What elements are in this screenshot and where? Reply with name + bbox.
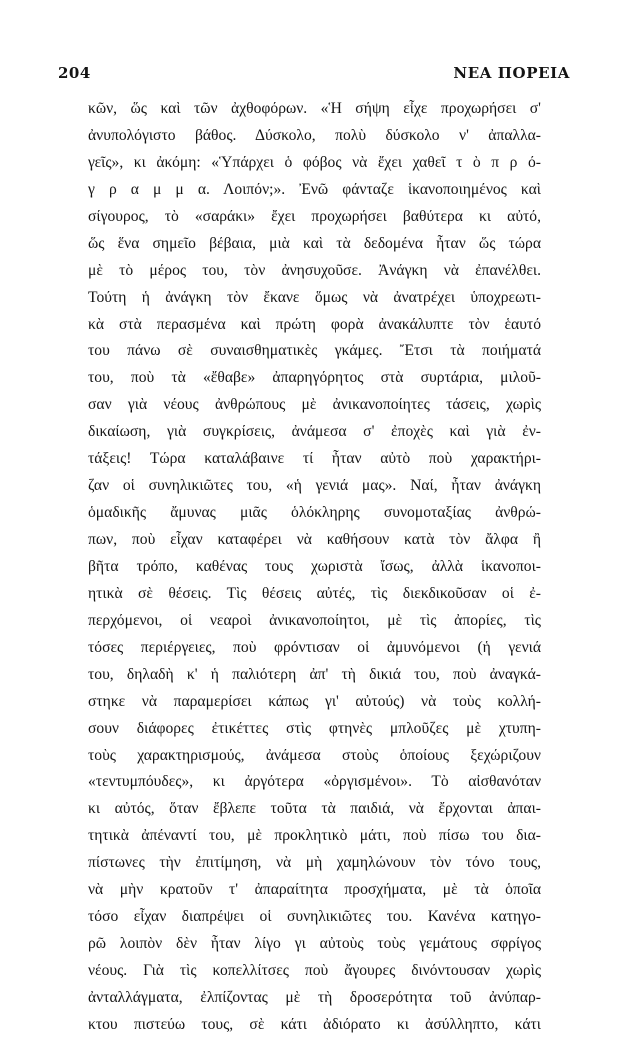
text-line: τητικὰ ἀπέναντί του, μὲ προκλητικὸ μάτι, ποὺ πίσω του δια- xyxy=(88,827,541,845)
text-line: νὰ μὴν κρατοῦν τ' ἀπαραίτητα προσχήματα, μὲ τὰ ὁποῖα xyxy=(88,881,541,899)
page-number: 204 xyxy=(58,64,91,82)
text-line: σουν διάφορες ἐτικέττες στὶς φτηνὲς μπλοῦζες μὲ χτυπη- xyxy=(88,719,541,737)
text-line: βῆτα τρόπο, καθένας τους χωριστὰ ἴσως, ἀλλὰ ἱκανοποι- xyxy=(88,557,541,575)
text-line: τοὺς χαρακτηρισμούς, ἀνάμεσα στοὺς ὁποίους ξεχώριζουν xyxy=(88,746,541,764)
text-line: κι αὐτός, ὅταν ἔβλεπε τοῦτα τὰ παιδιά, νὰ ἔρχονται ἀπαι- xyxy=(88,800,541,818)
text-line: γ ρ α μ μ α. Λοιπόν;». Ἐνῶ φάνταζε ἱκανοποιημένος καὶ xyxy=(88,180,541,198)
text-line: κτου πιστεύω τους, σὲ κάτι ἀδιόρατο κι ἀσύλληπτο, κάτι xyxy=(88,1015,541,1033)
text-line: γεῖς», κι ἀκόμη: «Ὑπάρχει ὁ φόβος νὰ ἔχει χαθεῖ τ ὸ π ρ ό- xyxy=(88,153,541,171)
text-line: τόσες περιέργειες, ποὺ φρόντισαν οἱ ἀμυνόμενοι (ἡ γενιά xyxy=(88,638,541,656)
text-line: τόσο εἶχαν διαπρέψει οἱ συνηλικιῶτες του. Κανένα κατηγο- xyxy=(88,908,541,926)
text-line: «τεντυμπόυδες», κι ἀργότερα «ὀργισμένοι». Τὸ αἰσθανόταν xyxy=(88,773,541,791)
text-line: ζαν οἱ συνηλικιῶτες του, «ἡ γενιά μας». Ναί, ἦταν ἀνάγκη xyxy=(88,477,541,495)
text-line: στηκε νὰ παραμερίσει κάπως γι' αὐτούς) νὰ τοὺς κολλή- xyxy=(88,692,541,710)
text-line: κῶν, ὥς καὶ τῶν ἀχθοφόρων. «Ἡ σήψη εἶχε προχωρήσει σ' xyxy=(88,100,541,117)
text-line: πων, ποὺ εἶχαν καταφέρει νὰ καθήσουν κατὰ τὸν ἄλφα ἢ xyxy=(88,531,541,548)
text-line: του, ποὺ τὰ «ἔθαβε» ἀπαρηγόρητος στὰ συρτάρια, μιλοῦ- xyxy=(88,369,541,387)
text-line: σαν γιὰ νέους ἀνθρώπους μὲ ἀνικανοποίητες τάσεις, χωρὶς xyxy=(88,396,541,414)
text-line: δικαίωση, γιὰ συγκρίσεις, ἀνάμεσα σ' ἐποχὲς καὶ γιὰ ἐν- xyxy=(88,423,541,441)
page-header xyxy=(58,64,570,84)
text-line: σίγουρος, τὸ «σαράκι» ἔχει προχωρήσει βαθύτερα κι αὐτό, xyxy=(88,207,541,225)
text-line: του, δηλαδὴ κ' ἡ παλιότερη ἀπ' τὴ δικιά του, ποὺ ἀναγκά- xyxy=(88,665,541,683)
running-head: ΝΕΑ ΠΟΡΕΙΑ xyxy=(453,64,570,82)
text-line: Τούτη ἡ ἀνάγκη τὸν ἔκανε ὅμως νὰ ἀνατρέχει ὑποχρεωτι- xyxy=(88,288,541,306)
text-line: κὰ στὰ περασμένα καὶ πρώτη φορὰ ἀνακάλυπτε τὸν ἑαυτό xyxy=(88,315,541,333)
text-line: ἀνταλλάγματα, ἐλπίζοντας μὲ τὴ δροσερότητα τοῦ ἀνύπαρ- xyxy=(88,988,541,1006)
text-line: πίστωνες τὴν ἐπιτίμηση, νὰ μὴ χαμηλώνουν τὸν τόνο τους, xyxy=(88,854,541,872)
text-line: τάξεις! Τώρα καταλάβαινε τί ἦταν αὐτὸ ποὺ χαρακτήρι- xyxy=(88,450,541,468)
text-line: μὲ τὸ μέρος του, τὸν ἀνησυχοῦσε. Ἀνάγκη νὰ ἐπανέλθει. xyxy=(88,261,541,279)
text-line: ἀνυπολόγιστο βάθος. Δύσκολο, πολὺ δύσκολο ν' ἀπαλλα- xyxy=(88,126,541,144)
text-line: ητικὰ σὲ θέσεις. Τὶς θέσεις αὐτές, τὶς διεκδικοῦσαν οἱ ἐ- xyxy=(88,584,541,602)
text-line: ρῶ λοιπὸν δὲν ἦταν λίγο γι αὐτοὺς τοὺς γεμάτους σφρίγος xyxy=(88,935,541,953)
body-text xyxy=(88,96,541,1039)
text-line: του πάνω σὲ συναισθηματικὲς γκάμες. Ἔτσι τὰ ποιήματά xyxy=(88,342,541,360)
text-line: ὁμαδικῆς ἄμυνας μιᾶς ὁλόκληρης συνομοταξίας ἀνθρώ- xyxy=(88,504,541,522)
text-line: νέους. Γιὰ τὶς κοπελλίτσες ποὺ ἄγουρες δινόντουσαν χωρὶς xyxy=(88,962,541,979)
text-line: ὥς ἕνα σημεῖο βέβαια, μιὰ καὶ τὰ δεδομένα ἦταν ὥς τώρα xyxy=(88,234,541,252)
text-line: περχόμενοι, οἱ νεαροὶ ἀνικανοποίητοι, μὲ τὶς ἀπορίες, τὶς xyxy=(88,611,541,629)
